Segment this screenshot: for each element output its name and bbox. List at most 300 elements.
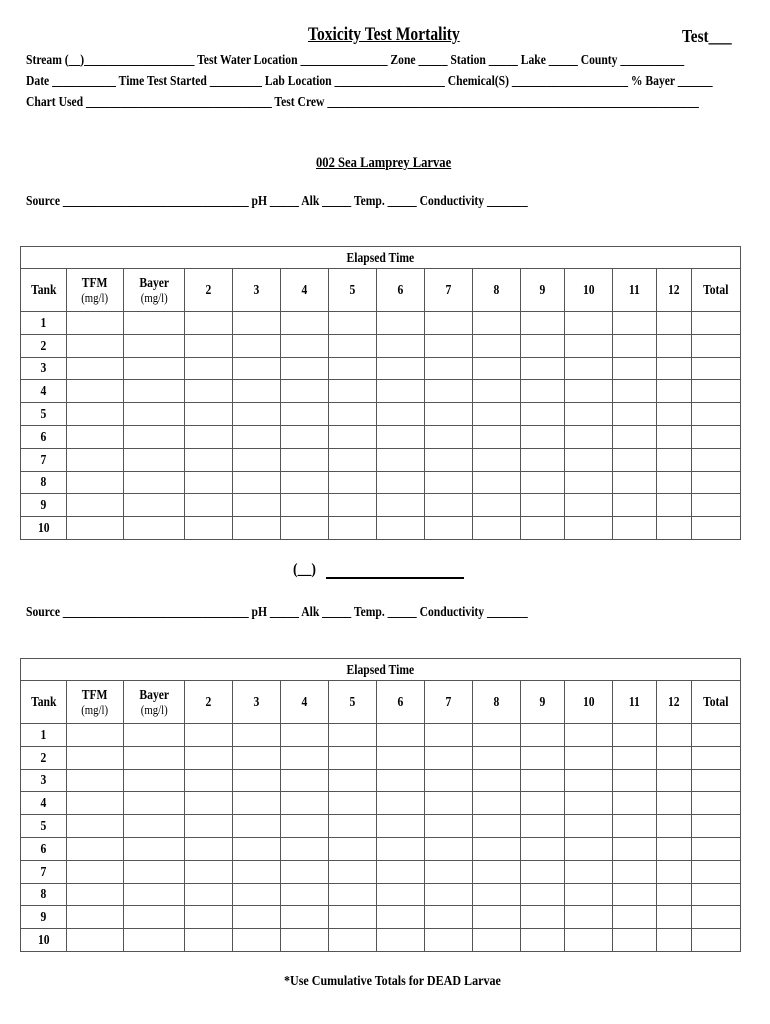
entry-cell[interactable] (613, 425, 657, 448)
entry-cell[interactable] (67, 448, 124, 471)
entry-cell[interactable] (233, 448, 281, 471)
entry-cell[interactable] (281, 517, 329, 540)
entry-cell[interactable] (613, 357, 657, 380)
entry-cell[interactable] (281, 929, 329, 952)
entry-cell[interactable] (613, 746, 657, 769)
entry-cell[interactable] (329, 403, 377, 426)
entry-cell[interactable] (613, 403, 657, 426)
entry-cell[interactable] (425, 815, 473, 838)
entry-cell[interactable] (657, 883, 692, 906)
entry-cell[interactable] (565, 929, 613, 952)
entry-cell[interactable] (233, 517, 281, 540)
entry-cell[interactable] (692, 837, 741, 860)
entry-cell[interactable] (67, 517, 124, 540)
entry-cell[interactable] (425, 769, 473, 792)
entry-cell[interactable] (657, 517, 692, 540)
entry-cell[interactable] (377, 403, 425, 426)
entry-cell[interactable] (473, 837, 521, 860)
entry-cell[interactable] (657, 312, 692, 335)
entry-cell[interactable] (233, 471, 281, 494)
entry-cell[interactable] (613, 883, 657, 906)
entry-cell[interactable] (692, 380, 741, 403)
entry-cell[interactable] (425, 312, 473, 335)
entry-cell[interactable] (565, 380, 613, 403)
entry-cell[interactable] (329, 334, 377, 357)
entry-cell[interactable] (657, 860, 692, 883)
entry-cell[interactable] (613, 494, 657, 517)
entry-cell[interactable] (281, 425, 329, 448)
entry-cell[interactable] (473, 448, 521, 471)
entry-cell[interactable] (473, 517, 521, 540)
entry-cell[interactable] (377, 906, 425, 929)
entry-cell[interactable] (67, 724, 124, 747)
tank-number: 10 (37, 520, 50, 536)
entry-cell[interactable] (657, 769, 692, 792)
entry-cell[interactable] (281, 403, 329, 426)
entry-cell[interactable] (329, 769, 377, 792)
entry-cell[interactable] (329, 815, 377, 838)
entry-cell[interactable] (124, 494, 185, 517)
entry-cell[interactable] (521, 746, 565, 769)
entry-cell[interactable] (67, 403, 124, 426)
entry-cell[interactable] (613, 769, 657, 792)
column-header-total-label: Total (703, 282, 729, 297)
entry-cell[interactable] (521, 906, 565, 929)
entry-cell[interactable] (233, 815, 281, 838)
entry-cell[interactable] (657, 724, 692, 747)
entry-cell[interactable] (124, 883, 185, 906)
entry-cell[interactable] (521, 425, 565, 448)
entry-cell[interactable] (124, 906, 185, 929)
entry-cell[interactable] (521, 494, 565, 517)
entry-cell[interactable] (692, 471, 741, 494)
tank-number: 9 (40, 497, 47, 513)
entry-cell[interactable] (692, 815, 741, 838)
entry-cell[interactable] (185, 312, 233, 335)
entry-cell[interactable] (185, 724, 233, 747)
entry-cell[interactable] (377, 425, 425, 448)
entry-cell[interactable] (657, 448, 692, 471)
entry-cell[interactable] (377, 883, 425, 906)
entry-cell[interactable] (185, 883, 233, 906)
entry-cell[interactable] (67, 746, 124, 769)
entry-cell[interactable] (281, 471, 329, 494)
entry-cell[interactable] (657, 837, 692, 860)
entry-cell[interactable] (521, 517, 565, 540)
entry-cell[interactable] (329, 425, 377, 448)
entry-cell[interactable] (233, 334, 281, 357)
entry-cell[interactable] (521, 837, 565, 860)
entry-cell[interactable] (185, 494, 233, 517)
entry-cell[interactable] (67, 357, 124, 380)
entry-cell[interactable] (185, 837, 233, 860)
tank-number-cell (21, 334, 67, 357)
entry-cell[interactable] (473, 929, 521, 952)
entry-cell[interactable] (657, 906, 692, 929)
tank-number: 2 (40, 337, 47, 353)
entry-cell[interactable] (185, 906, 233, 929)
entry-cell[interactable] (67, 860, 124, 883)
entry-cell[interactable] (233, 746, 281, 769)
entry-cell[interactable] (521, 448, 565, 471)
entry-cell[interactable] (185, 860, 233, 883)
entry-cell[interactable] (565, 471, 613, 494)
entry-cell[interactable] (473, 471, 521, 494)
entry-cell[interactable] (613, 380, 657, 403)
entry-cell[interactable] (692, 929, 741, 952)
entry-cell[interactable] (473, 380, 521, 403)
entry-cell[interactable] (281, 357, 329, 380)
entry-cell[interactable] (185, 425, 233, 448)
entry-cell[interactable] (425, 334, 473, 357)
entry-cell[interactable] (281, 724, 329, 747)
entry-cell[interactable] (281, 448, 329, 471)
entry-cell[interactable] (233, 403, 281, 426)
entry-cell[interactable] (657, 425, 692, 448)
entry-cell[interactable] (329, 357, 377, 380)
entry-cell[interactable] (521, 380, 565, 403)
entry-cell[interactable] (613, 792, 657, 815)
entry-cell[interactable] (124, 448, 185, 471)
entry-cell[interactable] (329, 860, 377, 883)
entry-cell[interactable] (377, 724, 425, 747)
entry-cell[interactable] (281, 380, 329, 403)
table-row (21, 883, 741, 906)
section-params-2: Source ________________________________ pH _____ Alk _____ Temp. _____ Conductivity _______ (26, 604, 528, 619)
entry-cell[interactable] (281, 792, 329, 815)
entry-cell[interactable] (329, 724, 377, 747)
entry-cell[interactable] (329, 883, 377, 906)
entry-cell[interactable] (521, 403, 565, 426)
entry-cell[interactable] (657, 929, 692, 952)
entry-cell[interactable] (124, 403, 185, 426)
entry-cell[interactable] (185, 815, 233, 838)
entry-cell[interactable] (425, 425, 473, 448)
entry-cell[interactable] (565, 312, 613, 335)
entry-cell[interactable] (377, 792, 425, 815)
entry-cell[interactable] (329, 380, 377, 403)
entry-cell[interactable] (692, 312, 741, 335)
entry-cell[interactable] (613, 334, 657, 357)
entry-cell[interactable] (233, 724, 281, 747)
entry-cell[interactable] (67, 792, 124, 815)
entry-cell[interactable] (185, 380, 233, 403)
entry-cell[interactable] (613, 929, 657, 952)
entry-cell[interactable] (565, 357, 613, 380)
entry-cell[interactable] (473, 312, 521, 335)
entry-cell[interactable] (281, 906, 329, 929)
column-header-hour-8 (473, 269, 521, 312)
entry-cell[interactable] (657, 357, 692, 380)
entry-cell[interactable] (377, 471, 425, 494)
entry-cell[interactable] (185, 746, 233, 769)
header-line-stream: Stream (__)___________________ Test Water Location _______________ Zone _____ Station _____ Lake _____ County ___________ (26, 52, 685, 67)
entry-cell[interactable] (692, 494, 741, 517)
entry-cell[interactable] (565, 403, 613, 426)
entry-cell[interactable] (521, 929, 565, 952)
entry-cell[interactable] (67, 471, 124, 494)
entry-cell[interactable] (377, 929, 425, 952)
entry-cell[interactable] (377, 357, 425, 380)
table-row (21, 334, 741, 357)
entry-cell[interactable] (67, 906, 124, 929)
entry-cell[interactable] (613, 837, 657, 860)
species-blank-line[interactable] (326, 577, 464, 579)
entry-cell[interactable] (377, 312, 425, 335)
column-header-hour-12 (657, 269, 692, 312)
entry-cell[interactable] (329, 494, 377, 517)
entry-cell[interactable] (124, 792, 185, 815)
entry-cell[interactable] (473, 906, 521, 929)
entry-cell[interactable] (377, 380, 425, 403)
entry-cell[interactable] (233, 769, 281, 792)
entry-cell[interactable] (521, 792, 565, 815)
entry-cell[interactable] (425, 792, 473, 815)
entry-cell[interactable] (67, 380, 124, 403)
entry-cell[interactable] (233, 312, 281, 335)
entry-cell[interactable] (657, 334, 692, 357)
entry-cell[interactable] (425, 403, 473, 426)
entry-cell[interactable] (377, 769, 425, 792)
entry-cell[interactable] (613, 815, 657, 838)
column-header-total (692, 269, 741, 312)
entry-cell[interactable] (565, 724, 613, 747)
entry-cell[interactable] (613, 312, 657, 335)
entry-cell[interactable] (67, 425, 124, 448)
entry-cell[interactable] (473, 883, 521, 906)
entry-cell[interactable] (124, 837, 185, 860)
entry-cell[interactable] (473, 334, 521, 357)
column-header-hour-12-label: 12 (668, 694, 680, 709)
entry-cell[interactable] (185, 517, 233, 540)
entry-cell[interactable] (425, 883, 473, 906)
entry-cell[interactable] (565, 494, 613, 517)
entry-cell[interactable] (377, 517, 425, 540)
entry-cell[interactable] (425, 380, 473, 403)
entry-cell[interactable] (692, 517, 741, 540)
entry-cell[interactable] (692, 448, 741, 471)
entry-cell[interactable] (657, 471, 692, 494)
entry-cell[interactable] (521, 883, 565, 906)
entry-cell[interactable] (613, 517, 657, 540)
entry-cell[interactable] (281, 815, 329, 838)
entry-cell[interactable] (692, 746, 741, 769)
section-title-other-species: (__) (293, 561, 316, 578)
entry-cell[interactable] (425, 724, 473, 747)
entry-cell[interactable] (124, 471, 185, 494)
entry-cell[interactable] (473, 425, 521, 448)
entry-cell[interactable] (565, 769, 613, 792)
entry-cell[interactable] (692, 724, 741, 747)
entry-cell[interactable] (329, 517, 377, 540)
entry-cell[interactable] (692, 883, 741, 906)
entry-cell[interactable] (329, 448, 377, 471)
entry-cell[interactable] (565, 425, 613, 448)
entry-cell[interactable] (613, 906, 657, 929)
entry-cell[interactable] (425, 837, 473, 860)
column-header-tank-label: Tank (30, 282, 57, 297)
entry-cell[interactable] (124, 769, 185, 792)
entry-cell[interactable] (425, 517, 473, 540)
entry-cell[interactable] (124, 860, 185, 883)
entry-cell[interactable] (124, 425, 185, 448)
entry-cell[interactable] (329, 929, 377, 952)
entry-cell[interactable] (425, 471, 473, 494)
entry-cell[interactable] (329, 471, 377, 494)
entry-cell[interactable] (185, 471, 233, 494)
entry-cell[interactable] (425, 746, 473, 769)
entry-cell[interactable] (473, 792, 521, 815)
entry-cell[interactable] (692, 860, 741, 883)
entry-cell[interactable] (124, 380, 185, 403)
entry-cell[interactable] (67, 769, 124, 792)
entry-cell[interactable] (233, 494, 281, 517)
entry-cell[interactable] (473, 494, 521, 517)
entry-cell[interactable] (425, 494, 473, 517)
entry-cell[interactable] (233, 837, 281, 860)
entry-cell[interactable] (233, 380, 281, 403)
entry-cell[interactable] (565, 448, 613, 471)
entry-cell[interactable] (565, 792, 613, 815)
entry-cell[interactable] (565, 837, 613, 860)
entry-cell[interactable] (233, 357, 281, 380)
entry-cell[interactable] (329, 746, 377, 769)
entry-cell[interactable] (692, 357, 741, 380)
entry-cell[interactable] (281, 494, 329, 517)
entry-cell[interactable] (613, 860, 657, 883)
entry-cell[interactable] (281, 334, 329, 357)
entry-cell[interactable] (425, 906, 473, 929)
entry-cell[interactable] (473, 769, 521, 792)
entry-cell[interactable] (692, 769, 741, 792)
entry-cell[interactable] (281, 837, 329, 860)
entry-cell[interactable] (657, 815, 692, 838)
entry-cell[interactable] (124, 517, 185, 540)
entry-cell[interactable] (565, 906, 613, 929)
entry-cell[interactable] (67, 312, 124, 335)
entry-cell[interactable] (233, 929, 281, 952)
entry-cell[interactable] (124, 815, 185, 838)
entry-cell[interactable] (233, 883, 281, 906)
entry-cell[interactable] (185, 357, 233, 380)
entry-cell[interactable] (473, 357, 521, 380)
entry-cell[interactable] (565, 334, 613, 357)
entry-cell[interactable] (377, 815, 425, 838)
entry-cell[interactable] (521, 312, 565, 335)
entry-cell[interactable] (565, 815, 613, 838)
entry-cell[interactable] (521, 724, 565, 747)
entry-cell[interactable] (657, 403, 692, 426)
entry-cell[interactable] (67, 883, 124, 906)
entry-cell[interactable] (692, 403, 741, 426)
entry-cell[interactable] (692, 425, 741, 448)
entry-cell[interactable] (185, 792, 233, 815)
entry-cell[interactable] (185, 769, 233, 792)
entry-cell[interactable] (473, 724, 521, 747)
tank-number-cell (21, 769, 67, 792)
entry-cell[interactable] (185, 448, 233, 471)
entry-cell[interactable] (377, 837, 425, 860)
entry-cell[interactable] (425, 448, 473, 471)
entry-cell[interactable] (233, 906, 281, 929)
entry-cell[interactable] (233, 860, 281, 883)
entry-cell[interactable] (124, 929, 185, 952)
entry-cell[interactable] (377, 494, 425, 517)
entry-cell[interactable] (657, 380, 692, 403)
entry-cell[interactable] (692, 334, 741, 357)
entry-cell[interactable] (473, 860, 521, 883)
entry-cell[interactable] (281, 746, 329, 769)
entry-cell[interactable] (692, 906, 741, 929)
entry-cell[interactable] (67, 815, 124, 838)
entry-cell[interactable] (565, 746, 613, 769)
entry-cell[interactable] (329, 792, 377, 815)
entry-cell[interactable] (67, 494, 124, 517)
entry-cell[interactable] (67, 334, 124, 357)
entry-cell[interactable] (425, 357, 473, 380)
entry-cell[interactable] (521, 357, 565, 380)
entry-cell[interactable] (425, 860, 473, 883)
entry-cell[interactable] (124, 312, 185, 335)
column-header-hour-4 (281, 681, 329, 724)
entry-cell[interactable] (473, 746, 521, 769)
entry-cell[interactable] (521, 769, 565, 792)
table-row (21, 380, 741, 403)
entry-cell[interactable] (425, 929, 473, 952)
entry-cell[interactable] (657, 792, 692, 815)
entry-cell[interactable] (124, 334, 185, 357)
entry-cell[interactable] (67, 837, 124, 860)
entry-cell[interactable] (281, 860, 329, 883)
entry-cell[interactable] (521, 860, 565, 883)
entry-cell[interactable] (565, 517, 613, 540)
entry-cell[interactable] (329, 312, 377, 335)
entry-cell[interactable] (377, 746, 425, 769)
entry-cell[interactable] (233, 792, 281, 815)
entry-cell[interactable] (124, 357, 185, 380)
entry-cell[interactable] (565, 860, 613, 883)
entry-cell[interactable] (185, 334, 233, 357)
entry-cell[interactable] (473, 815, 521, 838)
entry-cell[interactable] (281, 883, 329, 906)
entry-cell[interactable] (377, 448, 425, 471)
entry-cell[interactable] (329, 837, 377, 860)
entry-cell[interactable] (521, 815, 565, 838)
entry-cell[interactable] (613, 724, 657, 747)
entry-cell[interactable] (565, 883, 613, 906)
entry-cell[interactable] (281, 312, 329, 335)
entry-cell[interactable] (521, 471, 565, 494)
tank-number: 3 (40, 360, 47, 376)
entry-cell[interactable] (521, 334, 565, 357)
entry-cell[interactable] (377, 860, 425, 883)
entry-cell[interactable] (185, 929, 233, 952)
entry-cell[interactable] (692, 792, 741, 815)
entry-cell[interactable] (67, 929, 124, 952)
entry-cell[interactable] (233, 425, 281, 448)
entry-cell[interactable] (657, 746, 692, 769)
entry-cell[interactable] (613, 448, 657, 471)
entry-cell[interactable] (329, 906, 377, 929)
entry-cell[interactable] (185, 403, 233, 426)
entry-cell[interactable] (657, 494, 692, 517)
entry-cell[interactable] (377, 334, 425, 357)
entry-cell[interactable] (613, 471, 657, 494)
entry-cell[interactable] (281, 769, 329, 792)
entry-cell[interactable] (473, 403, 521, 426)
entry-cell[interactable] (124, 746, 185, 769)
entry-cell[interactable] (124, 724, 185, 747)
